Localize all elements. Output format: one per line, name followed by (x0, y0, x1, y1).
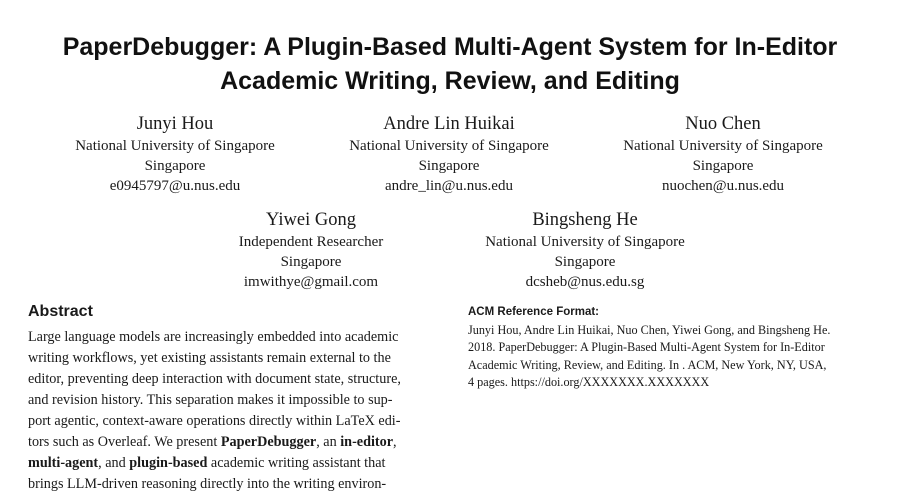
author-affiliation: National University of Singapore (75, 138, 275, 154)
abstract-text: , (393, 434, 397, 450)
acm-reference-body (468, 322, 888, 392)
abstract-line: Large language models are increasingly embedded into academic (28, 329, 399, 345)
abstract-text: , and (98, 455, 130, 471)
author-block (40, 113, 310, 196)
abstract-bold-term: PaperDebugger (220, 434, 317, 450)
acm-reference-line: Junyi Hou, Andre Lin Huikai, Nuo Chen, Yiwei Gong, and Bingsheng He. (468, 323, 831, 337)
author-email: andre_lin@u.nus.edu (385, 178, 513, 194)
author-name: Nuo Chen (685, 114, 761, 134)
abstract-bold-term: multi-agent (28, 455, 99, 471)
author-email: dcsheb@nus.edu.sg (525, 274, 645, 290)
author-name: Bingsheng He (532, 210, 638, 230)
author-block (588, 113, 858, 196)
title-line-1: PaperDebugger: A Plugin-Based Multi-Agent System for In-Editor (62, 33, 838, 61)
abstract-line: editor, preventing deep interaction with document state, structure, (28, 371, 401, 387)
author-country: Singapore (554, 254, 616, 270)
abstract-line (28, 453, 432, 474)
acm-reference-line: 2018. PaperDebugger: A Plugin-Based Multi-Agent System for In-Editor (468, 340, 825, 355)
author-name: Junyi Hou (136, 114, 214, 134)
abstract-bold-term: in-editor (340, 434, 394, 450)
acm-reference-line: 4 pages. https://doi.org/XXXXXXX.XXXXXXX (468, 375, 710, 390)
author-country: Singapore (418, 158, 480, 174)
author-name: Yiwei Gong (266, 210, 356, 230)
acm-reference-heading: ACM Reference Format: (468, 306, 599, 318)
author-block (450, 209, 720, 292)
abstract-text: academic writing assistant that (207, 455, 386, 471)
author-affiliation: Independent Researcher (238, 234, 384, 250)
author-email: nuochen@u.nus.edu (661, 178, 785, 194)
author-affiliation: National University of Singapore (623, 138, 823, 154)
author-name: Andre Lin Huikai (383, 114, 515, 134)
author-country: Singapore (280, 254, 342, 270)
author-block (176, 209, 446, 292)
abstract-text: tors such as Overleaf. We present (28, 434, 221, 450)
author-email: imwithye@gmail.com (243, 274, 379, 290)
author-affiliation: National University of Singapore (485, 234, 685, 250)
abstract-line (28, 432, 432, 453)
abstract-line: and revision history. This separation makes it impossible to sup- (28, 392, 393, 408)
author-country: Singapore (144, 158, 206, 174)
abstract-bold-term: plugin-based (129, 455, 208, 471)
abstract-text: , an (316, 434, 341, 450)
paper-title (0, 30, 900, 98)
author-affiliation: National University of Singapore (349, 138, 549, 154)
title-line-2: Academic Writing, Review, and Editing (220, 67, 680, 95)
abstract-line: brings LLM-driven reasoning directly into the writing environ- (28, 476, 387, 492)
author-email: e0945797@u.nus.edu (109, 178, 241, 194)
abstract-heading: Abstract (28, 303, 93, 320)
abstract-line: writing workflows, yet existing assistants remain external to the (28, 350, 391, 366)
abstract-line: port agentic, context-aware operations directly within LaTeX edi- (28, 413, 401, 429)
abstract-body (28, 327, 432, 495)
acm-reference-line: Academic Writing, Review, and Editing. In . ACM, New York, NY, USA, (468, 357, 827, 372)
author-country: Singapore (692, 158, 754, 174)
author-block (314, 113, 584, 196)
